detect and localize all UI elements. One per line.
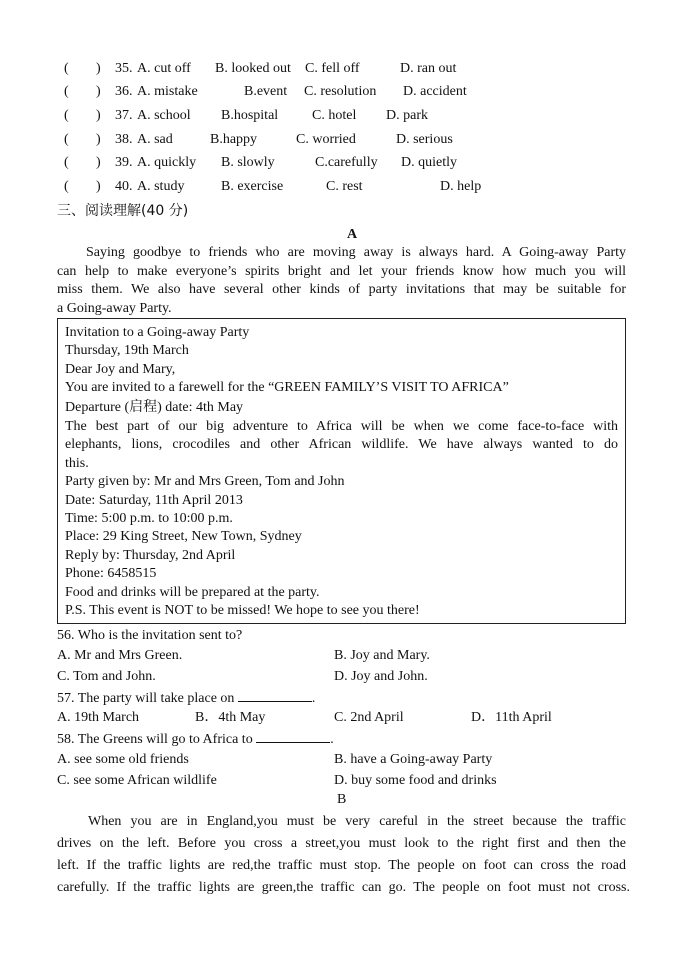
question-58-period: . [330,732,334,747]
question-56-stem: 56. Who is the invitation sent to? [57,628,243,643]
question-58-option-b: B. have a Going-away Party [334,752,493,767]
invitation-line: Dear Joy and Mary, [65,362,176,377]
option-b: B. slowly [221,155,275,170]
answer-paren-close: ) [96,84,101,99]
option-d: D. ran out [400,61,457,76]
question-56-option-a: A. Mr and Mrs Green. [57,648,183,663]
question-57-stem [57,689,315,708]
option-d: D. park [386,108,428,123]
invitation-line: Time: 5:00 p.m. to 10:00 p.m. [65,511,233,526]
question-57-period: . [311,691,316,706]
passage-a-intro-line: can help to make everyone’s spirits bright and let your friends know how much you will [57,264,626,279]
question-58-option-c: C. see some African wildlife [57,773,217,788]
answer-paren-open: ( [64,84,69,99]
option-c: C. worried [296,132,356,147]
option-c: C. rest [326,179,363,194]
passage-b-line: carefully. If the traffic lights are green,the traffic can go. The people on foot must not cross. [57,880,630,895]
invitation-line: P.S. This event is NOT to be missed! We hope to see you there! [65,603,420,618]
question-number: 36. [115,84,133,99]
question-58-stem [57,730,334,749]
option-c: C. resolution [304,84,377,99]
answer-paren-open: ( [64,155,69,170]
question-number: 40. [115,179,133,194]
option-b: B. looked out [215,61,291,76]
question-56-option-c: C. Tom and John. [57,669,156,684]
invitation-line: Party given by: Mr and Mrs Green, Tom and John [65,474,345,489]
passage-a-intro-line: a Going-away Party. [57,301,172,316]
answer-paren-open: ( [64,132,69,147]
question-56-option-b: B. Joy and Mary. [334,648,430,663]
invitation-line: elephants, lions, crocodiles and other African wildlife. We have always wanted to do [65,437,618,452]
passage-b-line: When you are in England,you must be very careful in the street because the traffic [88,814,626,829]
answer-paren-open: ( [64,108,69,123]
invitation-line: Departure (启程) date: 4th May [65,400,244,415]
answer-paren-close: ) [96,155,101,170]
option-a: A. quickly [137,155,197,170]
option-a: A. mistake [137,84,198,99]
question-58-option-a: A. see some old friends [57,752,189,767]
question-57-text: 57. The party will take place on [57,691,235,706]
invitation-line: Reply by: Thursday, 2nd April [65,548,236,563]
option-d: D. help [440,179,482,194]
passage-a-intro-line: miss them. We also have several other kinds of party invitations that may be suitable for [57,282,626,297]
passage-a-label: A [347,227,358,242]
question-number: 38. [115,132,133,147]
question-number: 39. [115,155,133,170]
option-c: C.carefully [315,155,378,170]
option-d: D. accident [403,84,467,99]
invitation-line: Date: Saturday, 11th April 2013 [65,493,243,508]
question-57-option-a: A. 19th March [57,710,140,725]
option-d: D. quietly [401,155,457,170]
option-a: A. cut off [137,61,191,76]
question-number: 37. [115,108,133,123]
option-a: A. sad [137,132,173,147]
question-57-option-c: C. 2nd April [334,710,404,725]
option-c: C. hotel [312,108,357,123]
invitation-line: You are invited to a farewell for the “GREEN FAMILY’S VISIT TO AFRICA” [65,380,509,395]
answer-blank [256,730,330,743]
option-b: B. exercise [221,179,284,194]
answer-paren-close: ) [96,132,101,147]
answer-paren-close: ) [96,108,101,123]
question-57-option-d: D．11th April [471,710,552,725]
option-d: D. serious [396,132,453,147]
invitation-line: Phone: 6458515 [65,566,157,581]
invitation-line: The best part of our big adventure to Africa will be when we come face-to-face with [65,419,618,434]
option-b: B.event [244,84,288,99]
answer-paren-close: ) [96,179,101,194]
passage-a-intro-line: Saying goodbye to friends who are moving away is always hard. A Going-away Party [86,245,626,260]
invitation-line: Thursday, 19th March [65,343,189,358]
question-57-option-b: B．4th May [195,710,266,725]
invitation-line: Place: 29 King Street, New Town, Sydney [65,529,302,544]
answer-paren-open: ( [64,61,69,76]
option-a: A. study [137,179,185,194]
passage-b-line: left. If the traffic lights are red,the traffic must stop. The people on foot can cross the road [57,858,626,873]
invitation-line: Food and drinks will be prepared at the party. [65,585,320,600]
question-58-text: 58. The Greens will go to Africa to [57,732,253,747]
answer-paren-open: ( [64,179,69,194]
answer-blank [238,689,312,702]
invitation-line: this. [65,456,89,471]
question-58-option-d: D. buy some food and drinks [334,773,497,788]
passage-b-label: B [337,792,347,807]
invitation-line: Invitation to a Going-away Party [65,325,250,340]
option-b: B.happy [210,132,258,147]
question-number: 35. [115,61,133,76]
answer-paren-close: ) [96,61,101,76]
option-b: B.hospital [221,108,279,123]
option-a: A. school [137,108,191,123]
option-c: C. fell off [305,61,360,76]
section-heading: 三、阅读理解(40 分) [57,203,189,219]
passage-b-line: drives on the left. Before you cross a street,you must look to the right first and then the [57,836,626,851]
question-56-option-d: D. Joy and John. [334,669,428,684]
